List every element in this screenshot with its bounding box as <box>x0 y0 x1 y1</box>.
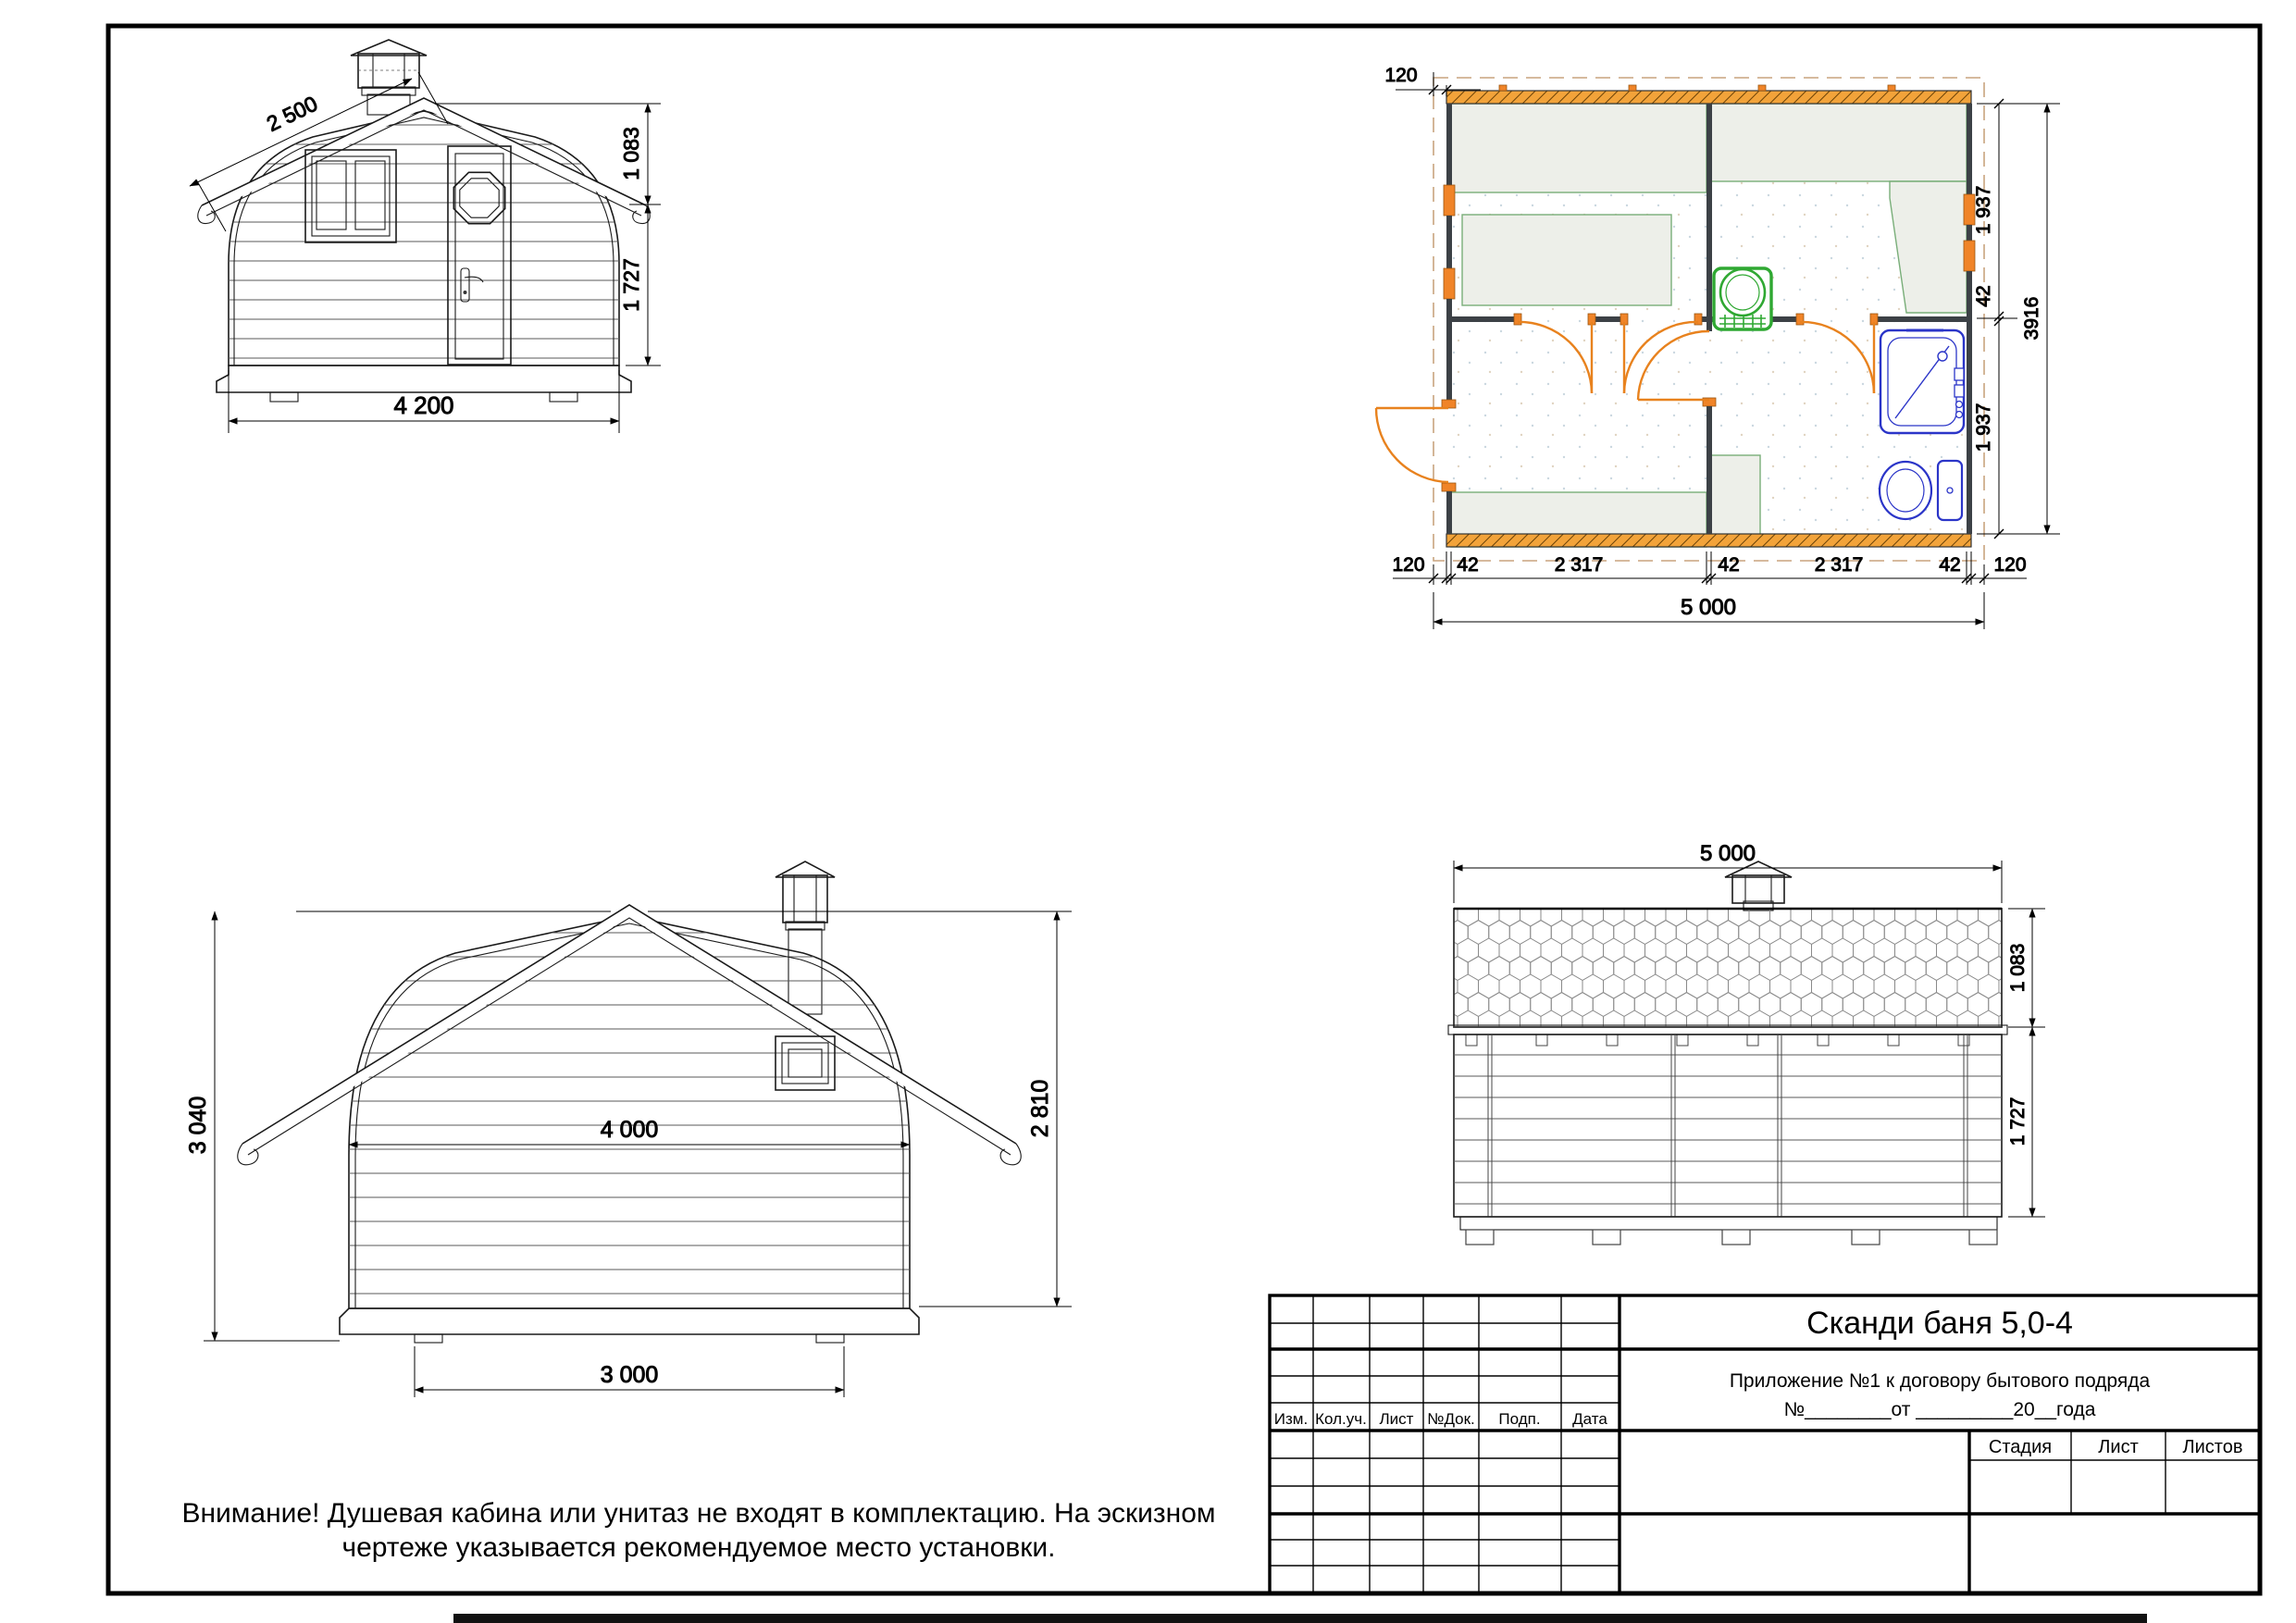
dim-overhang-top: 120 <box>1384 65 1418 86</box>
chain-42-b: 42 <box>1718 554 1740 576</box>
chain-2317-a: 2 317 <box>1554 554 1604 576</box>
rear-elevation-view <box>185 861 1072 1397</box>
dim-side-width: 5 000 <box>1699 841 1756 866</box>
dim-roof-height: 1 083 <box>619 127 643 180</box>
rear-body <box>342 916 916 1308</box>
dim-depth-top-room: 1 937 <box>1973 185 1994 235</box>
rear-dimensions <box>185 911 1072 1397</box>
shingle-roof <box>1454 909 2002 1027</box>
window-left-2 <box>1444 268 1455 299</box>
front-dimensions <box>190 72 661 433</box>
bench-sauna-left <box>1462 215 1671 305</box>
door-octagon-window <box>453 172 504 223</box>
dim-wall-height: 1 727 <box>619 258 643 312</box>
col-ndok: №Док. <box>1427 1410 1475 1428</box>
front-elevation-view <box>190 40 661 433</box>
sauna-stove <box>1714 268 1771 329</box>
scan-strip <box>453 1614 2147 1623</box>
chain-42-a: 42 <box>1457 554 1479 576</box>
side-dimensions <box>1454 841 2045 1217</box>
toilet <box>1880 461 1962 520</box>
wall-center-top <box>1706 104 1712 316</box>
wall-posts <box>1466 1035 1969 1046</box>
dim-ridge-height: 2 810 <box>1027 1079 1053 1138</box>
side-elevation-view <box>1448 841 2045 1245</box>
project-title: Сканди баня 5,0-4 <box>1806 1306 2073 1341</box>
stage-col-stadiya: Стадия <box>1988 1437 2053 1457</box>
side-base <box>1460 1217 1997 1245</box>
side-chimney-icon <box>1725 861 1792 911</box>
col-izm: Изм. <box>1273 1410 1309 1428</box>
dim-base-width: 3 000 <box>600 1362 659 1388</box>
chain-2317-b: 2 317 <box>1814 554 1864 576</box>
wall-bottom <box>1446 534 1971 547</box>
col-data: Дата <box>1572 1410 1607 1428</box>
front-door <box>448 146 511 365</box>
bench-wash-room <box>1711 455 1760 547</box>
rear-chimney-icon <box>776 861 835 1014</box>
chain-120-right: 120 <box>1993 554 2027 576</box>
rear-base <box>340 1308 919 1343</box>
stage-col-list: Лист <box>2098 1437 2139 1457</box>
col-podp: Подп. <box>1498 1410 1541 1428</box>
bench-sauna-left-top <box>1451 104 1706 192</box>
door-handle-icon <box>461 268 483 302</box>
shower-cabin <box>1880 330 1964 433</box>
stage-col-listov: Листов <box>2182 1437 2243 1457</box>
bench-sauna-right-top <box>1711 104 1967 181</box>
wall-top <box>1446 91 1971 104</box>
dim-total-depth: 3916 <box>2021 296 2042 341</box>
stage-table <box>1969 1431 2260 1593</box>
dim-depth-bottom-room: 1 937 <box>1973 403 1994 452</box>
dim-overall-width: 4 200 <box>393 391 454 419</box>
warning-note <box>181 1498 1215 1563</box>
chain-42-c: 42 <box>1939 554 1961 576</box>
dim-side-roof-height: 1 083 <box>2007 943 2029 993</box>
dim-side-wall-height: 1 727 <box>2007 1096 2029 1146</box>
dim-roof-slope: 2 500 <box>262 91 322 137</box>
subtitle-line-2: №________от _________20__года <box>1783 1399 2096 1420</box>
title-block <box>1270 1295 2260 1593</box>
dim-total-height: 3 040 <box>185 1096 211 1155</box>
revision-grid-labels <box>1274 1410 1608 1428</box>
chain-120-left: 120 <box>1392 554 1425 576</box>
dim-wall-42: 42 <box>1973 285 1994 307</box>
subtitle-line-1: Приложение №1 к договору бытового подряда <box>1729 1370 2151 1392</box>
window-left-1 <box>1444 185 1455 216</box>
building-body <box>222 111 626 365</box>
side-wall <box>1454 1035 2002 1217</box>
col-koluch: Кол.уч. <box>1315 1410 1367 1428</box>
window-right-2 <box>1964 241 1975 271</box>
dim-plan-width: 5 000 <box>1680 595 1737 620</box>
col-list: Лист <box>1379 1410 1414 1428</box>
warning-line-2: чертеже указывается рекомендуемое место установки. <box>341 1532 1056 1563</box>
rear-window <box>776 1036 835 1090</box>
warning-line-1: Внимание! Душевая кабина или унитаз не входят в комплектацию. На эскизном <box>181 1498 1216 1529</box>
dim-body-width: 4 000 <box>600 1117 659 1143</box>
floor-plan-view <box>1376 65 2060 629</box>
revision-grid <box>1270 1295 1620 1593</box>
